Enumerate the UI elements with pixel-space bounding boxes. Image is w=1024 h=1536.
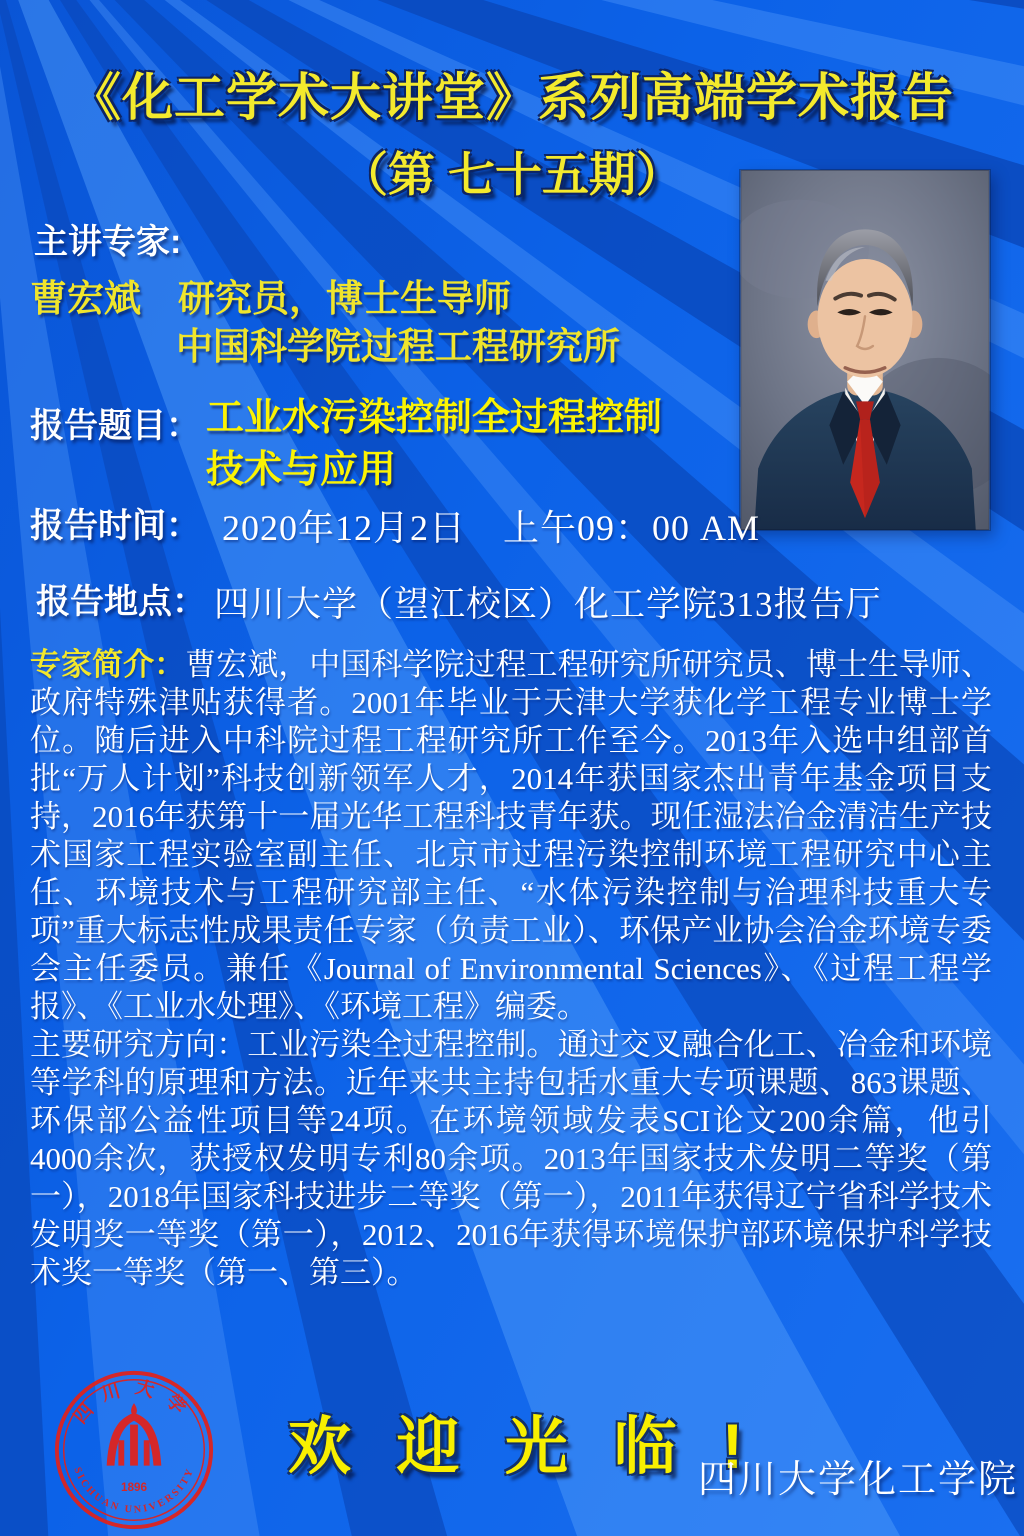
- title-line-2: （第 七十五期）: [340, 148, 684, 201]
- research-paragraph: [30, 1026, 992, 1292]
- seal-bottom-text: SICHUAN UNIVERSITY: [71, 1465, 197, 1516]
- seal-top-text: 四川大学: [70, 1376, 198, 1428]
- title-line-1: 《化工学术大讲堂》系列高端学术报告: [69, 69, 954, 126]
- organizer-name: 四川大学化工学院: [698, 1459, 1019, 1501]
- venue-label: 报告地点：: [36, 583, 206, 621]
- welcome-text: 欢 迎 光 临 !: [288, 1412, 757, 1482]
- bio-paragraph: [30, 646, 992, 1026]
- time-value: 2020年12月2日 上午09：00 AM: [222, 508, 761, 548]
- seal-year: 1896: [120, 1481, 148, 1494]
- speaker-name-title: 曹宏斌 研究员，博士生导师: [30, 278, 511, 319]
- sichuan-university-seal: [52, 1368, 216, 1532]
- expert-bio: [30, 646, 992, 1292]
- bio-label: 专家简介：: [30, 647, 186, 682]
- speaker-portrait-illustration: [740, 170, 990, 530]
- university-emblem-icon: [107, 1403, 162, 1465]
- venue-value: 四川大学（望江校区）化工学院313报告厅: [214, 585, 882, 624]
- bio-text: 曹宏斌，中国科学院过程工程研究所研究员、博士生导师、政府特殊津贴获得者。2001年毕业于天津大学获化学工程专业博士学位。随后进入中科院过程工程研究所工作至今。2013年入选中组部首批“万人计划”科技创新领军人才，2014年获国家杰出青年基金项目支持，2016年获第十一届光华工程科技青年获。现任湿法冶金清洁生产技术国家工程实验室副主任、北京市过程污染控制环境工程研究中心主任、环境技术与工程研究部主任、“水体污染控制与治理科技重大专项”重大标志性成果责任专家（负责工业）、环保产业协会冶金环境专委会主任委员。兼任《Journal of Environmental Sciences》、《过程工程学报》、《工业水处理》、《环境工程》编委。: [30, 647, 993, 1024]
- time-label: 报告时间：: [30, 507, 200, 545]
- topic-value: [206, 392, 662, 496]
- topic-line-2: 技术与应用: [206, 449, 397, 491]
- topic-label: 报告题目：: [30, 407, 200, 445]
- speaker-label: 主讲专家:: [34, 223, 182, 261]
- speaker-portrait-photo: [740, 170, 990, 530]
- topic-line-1: 工业水污染控制全过程控制: [206, 397, 663, 439]
- speaker-affiliation: 中国科学院过程工程研究所: [176, 326, 620, 367]
- research-text: 主要研究方向：工业污染全过程控制。通过交叉融合化工、冶金和环境等学科的原理和方法。近年来共主持包括水重大专项课题、863课题、环保部公益性项目等24项。在环境领域发表SCI论文200余篇，他引4000余次，获授权发明专利80余项。2013年国家技术发明二等奖（第一），2018年国家科技进步二等奖（第一），2011年获得辽宁省科学技术发明奖一等奖（第一），2012、2016年获得环境保护部环境保护科学技术奖一等奖（第一、第三）。: [30, 1027, 992, 1290]
